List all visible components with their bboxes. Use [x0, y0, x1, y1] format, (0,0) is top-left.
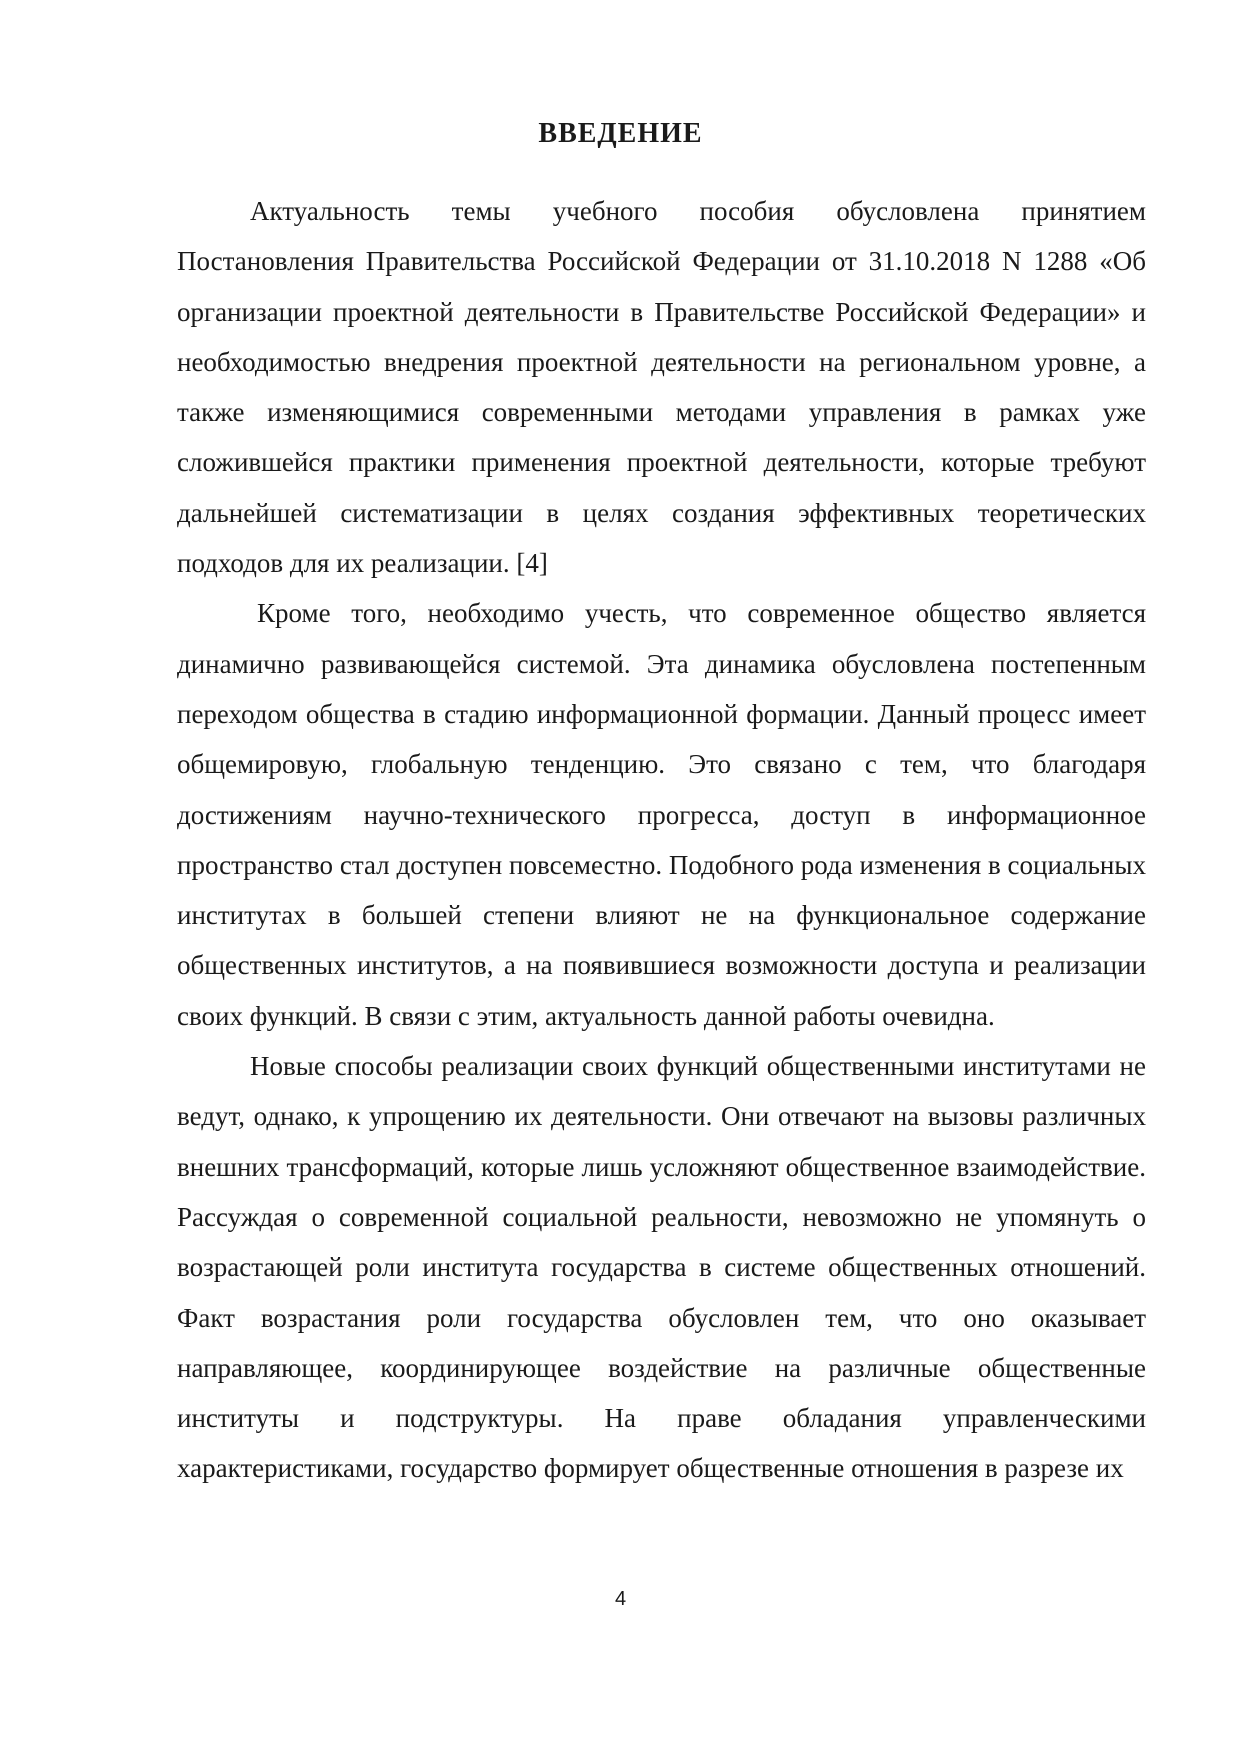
paragraph-dynamics: Кроме того, необходимо учесть, что современное общество является динамично развивающейся системой. Эта динамика обусловлена постепенным переходом общества в стадию информационной формации. Данный процесс имеет общемировую, глобальную тенденцию. Это связано с тем, что благодаря достижениям научно-технического прогресса, доступ в информационное пространство стал доступен повсеместно. Подобного рода изменения в социальных институтах в большей степени влияют не на функциональное содержание общественных институтов, а на появившиеся возможности доступа и реализации своих функций. В связи с этим, актуальность данной работы очевидна.	[177, 598, 1146, 1031]
section-heading: ВВЕДЕНИЕ	[538, 118, 703, 149]
paragraph-state-role: Новые способы реализации своих функций общественными институтами не ведут, однако, к упрощению их деятельности. Они отвечают на вызовы различных внешних трансформаций, которые лишь усложняют общественное взаимодействие. Рассуждая о современной социальной реальности, невозможно не упомянуть о возрастающей роли института государства в системе общественных отношений. Факт возрастания роли государства обусловлен тем, что оно оказывает направляющее, координирующее воздействие на различные общественные институты и подструктуры. На праве обладания управленческими характеристиками, государство формирует общественные отношения в разрезе их	[177, 1051, 1146, 1484]
page-number: 4	[614, 1588, 627, 1610]
body-text	[177, 186, 1146, 1494]
paragraph-relevance: Актуальность темы учебного пособия обусловлена принятием Постановления Правительства Российской Федерации от 31.10.2018 N 1288 «Об организации проектной деятельности в Правительстве Российской Федерации» и необходимостью внедрения проектной деятельности на региональном уровне, а также изменяющимися современными методами управления в рамках уже сложившейся практики применения проектной деятельности, которые требуют дальнейшей систематизации в целях создания эффективных теоретических подходов для их реализации. [4]	[177, 196, 1146, 579]
